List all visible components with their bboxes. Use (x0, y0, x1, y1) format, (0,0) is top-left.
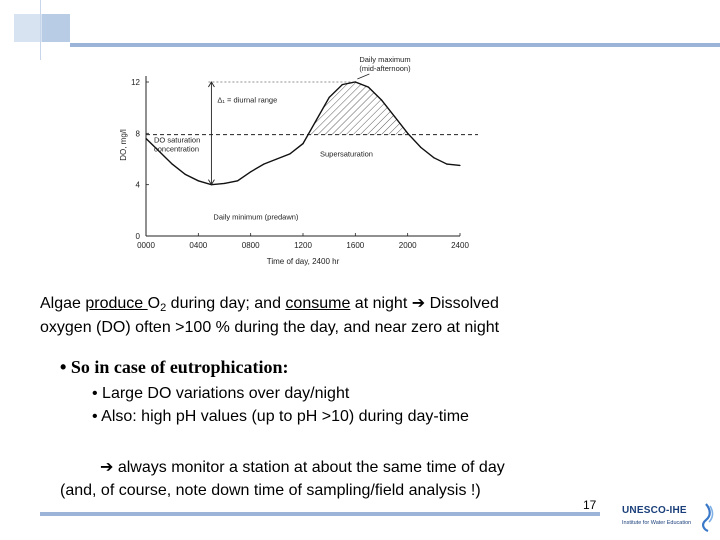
para-o: O (147, 295, 161, 312)
para-text-4: Dissolved (425, 295, 499, 312)
bullet-dot: • (60, 357, 67, 377)
chart-marks (145, 74, 478, 185)
chart-axes (146, 76, 460, 236)
bullet-main-text: So in case of eutrophication: (70, 357, 289, 377)
annotation-do-saturation-1: DO saturation (154, 135, 201, 145)
unesco-ihe-logo (613, 500, 717, 536)
annotation-daily-max: Daily maximum (359, 55, 411, 64)
arrow-icon: ➔ (411, 295, 426, 312)
sub-bullet-ph-values: • Also: high pH values (up to pH >10) during day-time (92, 408, 469, 425)
decorative-square-mid (42, 14, 70, 42)
top-accent-bar (70, 43, 720, 47)
do-data-point (407, 133, 408, 134)
x-tick-label: 0400 (189, 241, 208, 250)
para-produce: produce (85, 295, 148, 312)
annotation-supersaturation: Supersaturation (320, 149, 373, 159)
do-data-point (315, 120, 316, 121)
page-number: 17 (583, 498, 597, 512)
conclusion-text-1: always monitor a station at about the same time of day (113, 459, 505, 476)
do-data-point (420, 147, 421, 148)
annotation-diurnal-range: Δ₁ = diurnal range (217, 95, 278, 105)
do-data-point (433, 157, 434, 158)
do-data-point (446, 164, 447, 165)
daily-max-pointer (357, 74, 369, 79)
y-tick-label: 0 (135, 232, 140, 241)
do-data-point (198, 180, 199, 181)
para-consume: consume (285, 295, 351, 312)
main-paragraph (40, 292, 700, 340)
logo-name: UNESCO-IHE (622, 505, 687, 516)
x-tick-label: 1200 (294, 241, 312, 250)
do-data-point (145, 138, 146, 139)
annotation-daily-max-note: (mid-afternoon) (359, 64, 411, 73)
para-line-2: oxygen (DO) often >100 % during the day, and near zero at night (40, 319, 500, 336)
do-data-point (329, 97, 330, 98)
do-data-point (224, 183, 225, 184)
y-tick-label: 8 (135, 129, 140, 139)
bottom-accent-bar (40, 512, 600, 516)
do-data-point (250, 171, 251, 172)
y-tick-label: 4 (135, 180, 140, 190)
do-data-point (263, 164, 264, 165)
do-diurnal-chart (100, 48, 600, 288)
para-text-1: Algae (40, 295, 86, 312)
arrow-icon: ➔ (100, 459, 114, 476)
do-data-point (302, 143, 303, 144)
decorative-vertical-line (40, 0, 41, 60)
do-data-point (368, 87, 369, 88)
x-tick-label: 2000 (398, 241, 417, 250)
annotation-daily-min: Daily minimum (predawn) (213, 212, 299, 222)
para-text-3: at night (350, 295, 412, 312)
conclusion-line-1 (100, 457, 505, 477)
do-data-point (394, 116, 395, 117)
do-data-point (459, 165, 460, 166)
do-data-point (342, 84, 343, 85)
logo-subtitle: Institute for Water Education (622, 520, 692, 526)
x-axis-label: Time of day, 2400 hr (266, 257, 340, 266)
bullet-eutrophication (60, 357, 288, 378)
x-tick-label: 2400 (451, 241, 469, 250)
do-data-point (289, 153, 290, 154)
do-data-point (276, 158, 277, 159)
x-tick-label: 0000 (137, 241, 155, 250)
do-data-point (185, 174, 186, 175)
para-text-2: during day; and (166, 295, 286, 312)
logo-wave-icon (697, 502, 715, 532)
do-curve (146, 82, 460, 185)
y-tick-label: 12 (131, 78, 140, 87)
y-axis-label: DO, mg/l (119, 129, 128, 161)
do-data-point (381, 99, 382, 100)
para-o-sub: 2 (160, 302, 167, 314)
x-tick-label: 1600 (346, 241, 365, 250)
x-tick-label: 0800 (241, 241, 260, 250)
decorative-square-light (14, 14, 42, 42)
do-data-point (355, 81, 356, 82)
conclusion-line-2: (and, of course, note down time of sampling/field analysis !) (60, 482, 481, 499)
annotation-do-saturation-2: concentration (154, 144, 200, 154)
chart-ticks (131, 78, 469, 250)
do-data-point (237, 180, 238, 181)
do-data-point (172, 164, 173, 165)
sub-bullet-do-variations: • Large DO variations over day/night (92, 385, 350, 402)
